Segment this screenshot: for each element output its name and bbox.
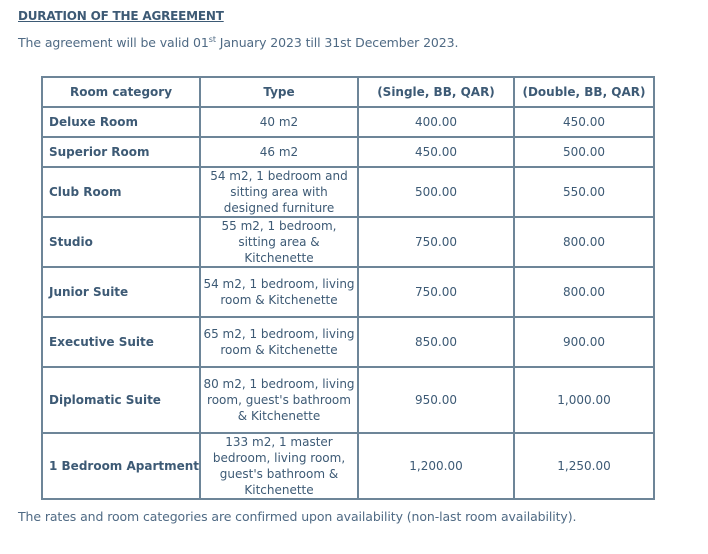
- double-rate-cell: 800.00: [514, 217, 654, 267]
- single-rate-cell: 950.00: [358, 367, 514, 433]
- room-category-cell: 1 Bedroom Apartment: [42, 433, 200, 499]
- room-rates-table: [41, 76, 655, 500]
- room-type-cell: 40 m2: [200, 107, 358, 137]
- header-room-category: Room category: [42, 77, 200, 107]
- single-rate-cell: 400.00: [358, 107, 514, 137]
- table-row: [42, 317, 654, 367]
- double-rate-cell: 450.00: [514, 107, 654, 137]
- table-header-row: [42, 77, 654, 107]
- table-row: [42, 107, 654, 137]
- single-rate-cell: 450.00: [358, 137, 514, 167]
- room-category-cell: Diplomatic Suite: [42, 367, 200, 433]
- single-rate-cell: 500.00: [358, 167, 514, 217]
- header-double-rate: (Double, BB, QAR): [514, 77, 654, 107]
- validity-text-start: The agreement will be valid 01: [18, 35, 209, 50]
- single-rate-cell: 750.00: [358, 217, 514, 267]
- table-row: [42, 137, 654, 167]
- room-category-cell: Studio: [42, 217, 200, 267]
- table-row: [42, 433, 654, 499]
- double-rate-cell: 1,250.00: [514, 433, 654, 499]
- room-category-cell: Junior Suite: [42, 267, 200, 317]
- section-heading: DURATION OF THE AGREEMENT: [18, 9, 224, 23]
- room-type-cell: 55 m2, 1 bedroom, sitting area & Kitchenette: [200, 217, 358, 267]
- table-row: [42, 367, 654, 433]
- room-type-cell: 54 m2, 1 bedroom, living room & Kitchenette: [200, 267, 358, 317]
- room-type-cell: 54 m2, 1 bedroom and sitting area with designed furniture: [200, 167, 358, 217]
- room-type-cell: 133 m2, 1 master bedroom, living room, guest's bathroom & Kitchenette: [200, 433, 358, 499]
- single-rate-cell: 750.00: [358, 267, 514, 317]
- room-category-cell: Superior Room: [42, 137, 200, 167]
- room-type-cell: 65 m2, 1 bedroom, living room & Kitchenette: [200, 317, 358, 367]
- ordinal-suffix: st: [208, 35, 216, 44]
- table-row: [42, 217, 654, 267]
- single-rate-cell: 1,200.00: [358, 433, 514, 499]
- table-row: [42, 267, 654, 317]
- double-rate-cell: 1,000.00: [514, 367, 654, 433]
- room-type-cell: 80 m2, 1 bedroom, living room, guest's bathroom & Kitchenette: [200, 367, 358, 433]
- double-rate-cell: 500.00: [514, 137, 654, 167]
- room-category-cell: Club Room: [42, 167, 200, 217]
- agreement-validity-text: [18, 35, 458, 50]
- availability-note: The rates and room categories are confirmed upon availability (non-last room availability).: [18, 509, 577, 524]
- double-rate-cell: 550.00: [514, 167, 654, 217]
- single-rate-cell: 850.00: [358, 317, 514, 367]
- header-type: Type: [200, 77, 358, 107]
- validity-text-end: January 2023 till 31st December 2023.: [215, 35, 459, 50]
- table-row: [42, 167, 654, 217]
- room-type-cell: 46 m2: [200, 137, 358, 167]
- room-category-cell: Executive Suite: [42, 317, 200, 367]
- header-single-rate: (Single, BB, QAR): [358, 77, 514, 107]
- double-rate-cell: 800.00: [514, 267, 654, 317]
- double-rate-cell: 900.00: [514, 317, 654, 367]
- room-category-cell: Deluxe Room: [42, 107, 200, 137]
